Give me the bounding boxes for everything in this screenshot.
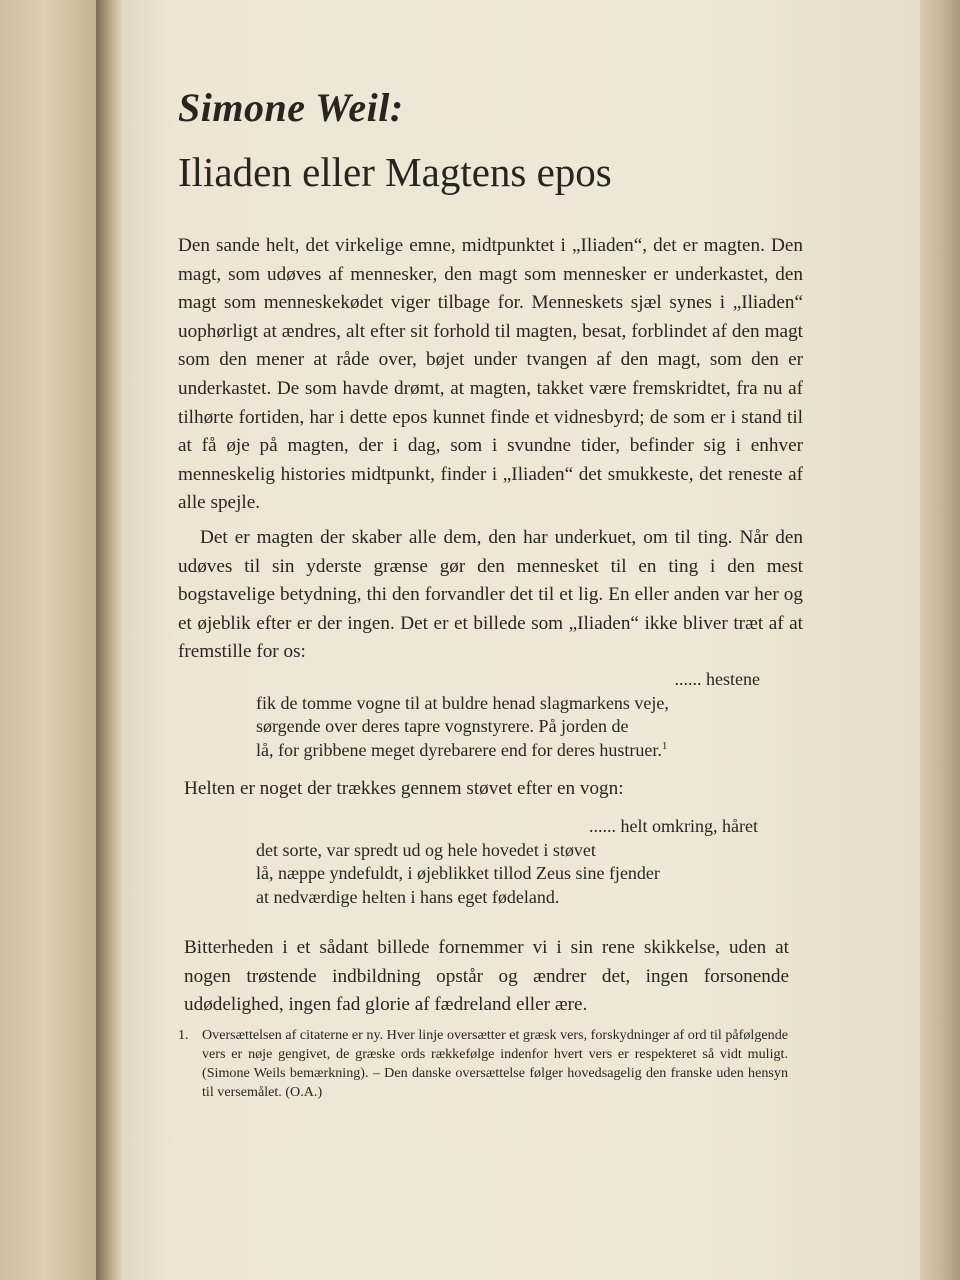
verse-quote-2 [256,815,758,909]
right-page-edge [920,0,960,1280]
paragraph-3: Helten er noget der trækkes gennem støvet efter en vogn: [184,778,624,799]
verse-line: det sorte, var spredt ud og hele hovedet i støvet [256,839,596,860]
verse-line: ...... hestene [674,669,760,689]
footnote-text: Oversættelsen af citaterne er ny. Hver linje oversætter et græsk vers, forskydninger af ord til påfølgende vers er nøje gengivet, de græske ords rækkefølge indenfor hvert vers er respekteret så vidt muligt. (Simone Weils bemærkning). – Den danske oversættelse følger hovedsagelig den franske uden hensyn til versemålet. (O.A.) [202,1027,788,1100]
footnote [178,1026,788,1102]
chapter-title: Iliaden eller Magtens epos [178,149,612,195]
paragraph-4: Bitterheden i et sådant billede fornemmer vi i sin rene skikkelse, uden at nogen trøstende indbildning opstår og ændrer det, ingen forsonende udødelighed, ingen fad glorie af fædreland eller ære. [184,937,789,1016]
book-gutter [96,0,122,1280]
verse-line: ...... helt omkring, håret [589,816,758,836]
footnote-reference[interactable]: 1 [661,739,668,752]
verse-line: lå, for gribbene meget dyrebarere end for deres hustruer.$^1$ [256,739,668,760]
verse-line: lå, næppe yndefuldt, i øjeblikket tillod Zeus sine fjender [256,863,660,883]
author-name: Simone Weil: [178,85,404,130]
verse-quote-1 [256,668,760,762]
paragraph-1: Den sande helt, det virkelige emne, midtpunktet i „Iliaden“, det er magten. Den magt, som udøves af mennesker, den magt som mennesker er underkastet, den magt som menneskekødet viger tilbage for. Menneskets sjæl synes i „Iliaden“ uophørligt at ændres, alt efter sit forhold til magten, besat, forblindet af den magt som den mener at råde over, bøjet under tvangen af den magt, som den er underkastet. De som havde drømt, at magten, takket være fremskridtet, fra nu af tilhørte fortiden, har i dette epos kunnet finde et vidnesbyrd; de som er i stand til at få øje på magten, der i dag, som i svundne tider, befinder sig i enhver menneskelig histories midtpunkt, finder i „Iliaden“ det smukkeste, det reneste af alle spejle. [178,235,803,514]
footnote-number: 1. [178,1027,189,1043]
verse-line: at nedværdige helten i hans eget fødeland. [256,886,560,907]
paragraph-2: Det er magten der skaber alle dem, den har underkuet, om til ting. Når den udøves til sin yderste grænse gør den mennesket til en ting i den mest bogstavelige betydning, thi den forvandler det til et lig. En eller anden var her og et øjeblik efter er der ingen. Det er et billede som „Iliaden“ ikke bliver træt af at fremstille for os: [178,527,803,663]
verse-line: fik de tomme vogne til at buldre henad slagmarkens veje, [256,692,669,713]
verse-line: sørgende over deres tapre vognstyrere. På jorden de [256,716,629,736]
